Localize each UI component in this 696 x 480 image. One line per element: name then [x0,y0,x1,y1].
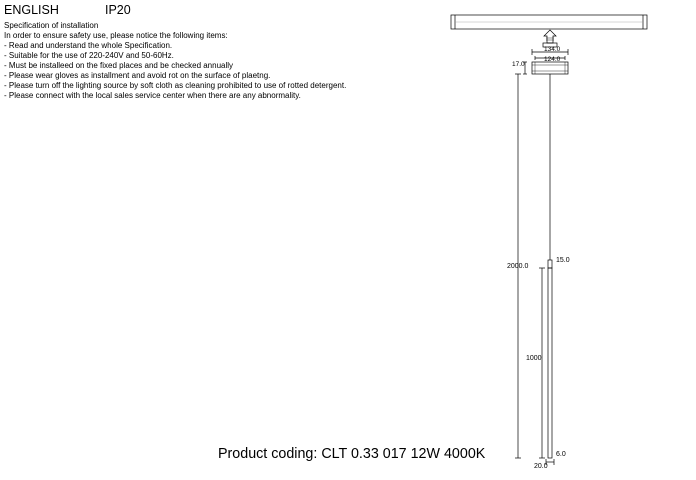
instructions-intro: In order to ensure safety use, please notice the following items: [4,31,228,40]
instruction-item: - Read and understand the whole Specification. [4,41,173,50]
tube-length-label: 1000 [526,355,542,362]
ceiling-mount-arrow-icon [543,30,557,47]
ceiling-rail [451,15,647,29]
instruction-item: - Please connect with the local sales service center when there are any abnormality. [4,91,301,100]
canopy-inner-label: 124.0 [544,56,561,63]
pendant-tube [548,260,552,458]
canopy [532,62,568,74]
instruction-item: - Please turn off the lighting source by soft cloth as cleaning prohibited to use of rotted detergent. [4,81,347,90]
instructions-title: Specification of installation [4,21,99,30]
bottom-diameter-label: 20.0 [534,463,548,470]
canopy-height-label: 17.0 [512,61,525,68]
bottom-width-label: 6.0 [556,451,566,458]
total-length-label: 2000.0 [507,263,529,270]
instruction-item: - Must be installeed on the fixed places and be checked annually [4,61,234,70]
language-label: ENGLISH [4,3,59,17]
tube-length-dimension [539,268,545,458]
ip-rating-label: IP20 [105,3,131,17]
top-width-label: 15.0 [556,257,570,264]
instruction-item: - Suitable for the use of 220-240V and 50-60Hz. [4,51,174,60]
canopy-outer-label: 134.0 [544,46,561,53]
product-coding: Product coding: CLT 0.33 017 12W 4000K [218,446,486,462]
instruction-item: - Please wear gloves as installment and avoid rot on the surface of plaetng. [4,71,271,80]
